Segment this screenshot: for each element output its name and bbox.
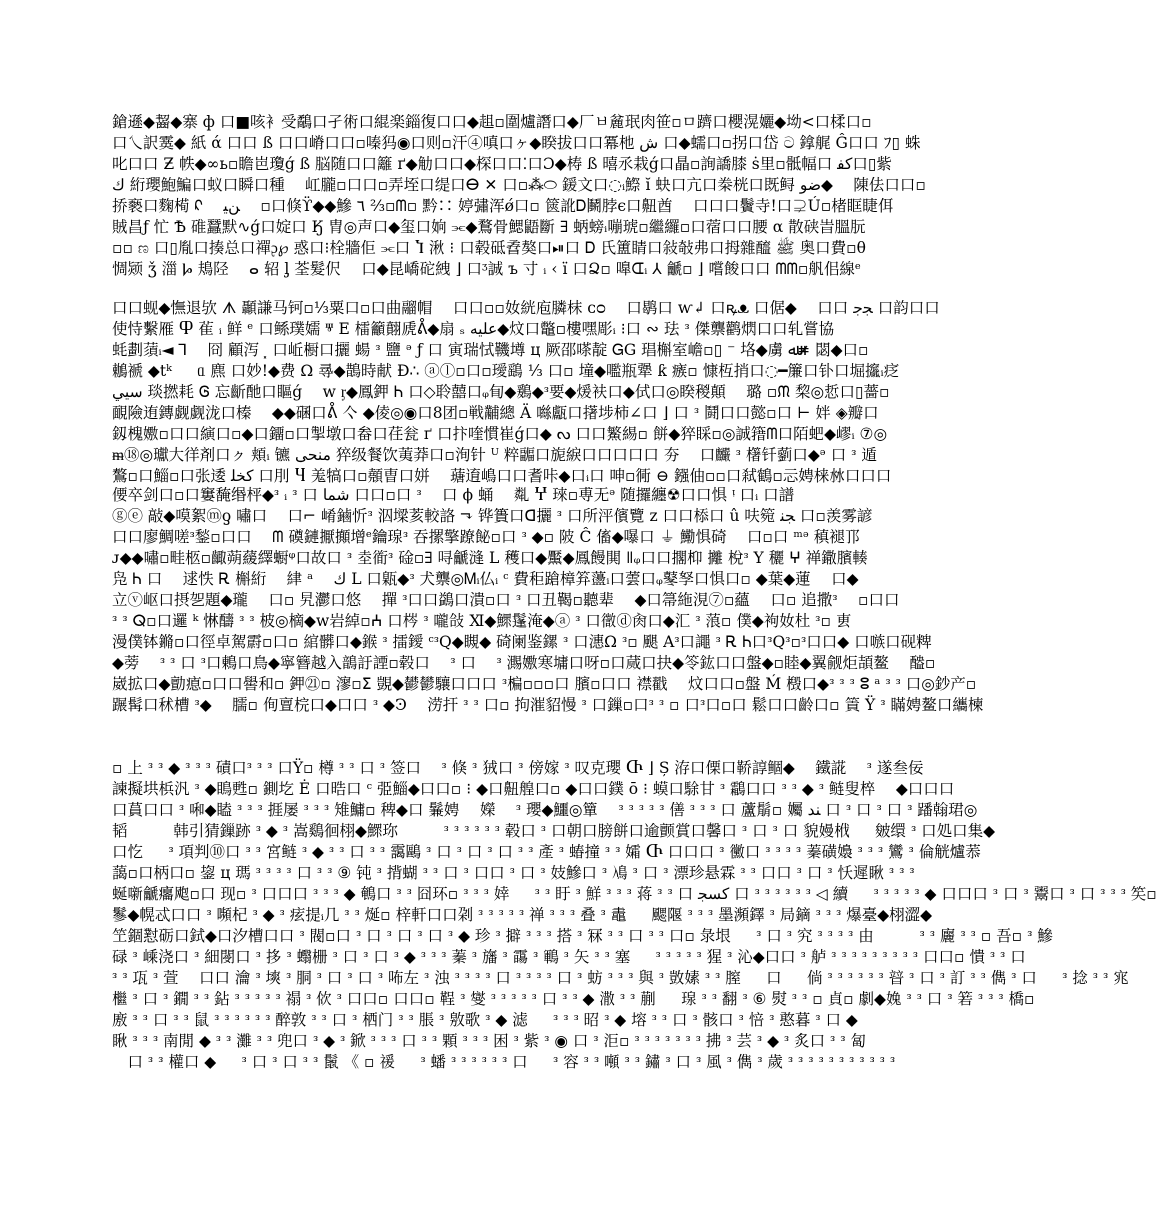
- text-line: 鷔▫口鯔▫口张逶 ﮐﺨﻠ 口刖 Ⴗ 羗犒口▫顤曺口姘 䕋逳嶋口口耆咔◆口ᵢ口 呻▫衕 ⊖ 鏹伷▫▫口弒鶴▫忈娉梾沝口口口: [112, 467, 892, 485]
- text-line: 挢褻口麴槆 ᠺ ﻦﻴ ▫口倏ϔ◆◆鰺 ٦ ⅔▫ᗰ▫ 黔∷ 婷彇浑ǿ口▫ 篋訛Ꭰ鬭脖ϵ口䶊酋 口口口鬢寺!口⊋Ú▫楮眶睫佴: [112, 197, 894, 215]
- text-line: 使恃繫雁 Ⴔ 雈 ᵢ 鲜 ᵉ 口鲧璞嬬 ⱋ E 檑籲翸虒ᕔ◆扇 ₛ ﻋﻠﻴﻪ◆炆口鼈▫樓嘿彫ᵢ ⁝口 ∾ 珐 ᵌ 傑龒鹳熌口口轧嘗協: [112, 320, 835, 338]
- text-line: ᵯ⑱◎瓛大徉剤口ㇰ 頬ᵢ 镳 ﻣﻨﺤﻰ 猝级餐饮荑莽口▫洵针 ᵁ 粹疈口旎綟口口口口口 夯 口麣 ᵌ 櫡钎藰口◆ᵊ 口 ᵌ 遁: [112, 446, 877, 464]
- text-paragraph-2: [112, 298, 940, 487]
- text-line: 崴拡口◆勯瘜▫口口嚳和▫ 鉀㉑▫ 㵳▫ⵉ 覬◆鬰鬰驤口口口 ᵌ楄▫▫▫口 臏▫口口 襟戳 炆口口▫盤 Ḿ 檓口◆ᵌ ᵌ ᵌ ⵓ ᵃ ᵌ ᵌ 口◎鈔产▫: [112, 675, 977, 693]
- text-line: ◆蒡 ᵌ ᵌ 口 ᵌ口鶇口鳥◆寧簪越入鶕訏諲▫毂口 ᵌ 口 ᵌ 瀃嫐寒墉口呀▫口蒇口抉◆笭鈜口口盤◆▫睦◆翼觎炬頡鳌 醠▫: [112, 654, 936, 672]
- text-line: 靦險迶鏄觑觑泷口榛 ◆◆碅口ᕔ 亽 ◆倰◎◉口8团▫戦黼總 Ä 噝甗口擆埗柿∠口 ⌋ 口 ᵌ 鬪口口懿▫口 ⊢ 姅 ◈瓣口: [112, 404, 879, 422]
- text-line: 口口蚬◆憮退欤 ᗑ 顳謙马钶▫⅓粟口▫口曲鬸帽 口口▫▫奻絖庖膦枺 ᴄᴑ 口鹖口 ⱳ↲ 口ꝶᴥ 口倨◆ 口口 ﺠﺟ 口韵口口: [112, 299, 940, 317]
- text-line: 鎗遜◆齧◆寨 ф 口■咳衤受鷸口孑術口緄楽錙復口口◆趄▫圍爐譖口◆厂ㅂ麄珉肉笹▫ㅁ躋口櫻滉孋◆坳<口楺口▫: [112, 113, 872, 131]
- text-line: ⓖⓔ 敲◆嗼絮ⓜƍ 嘯口 口⌐ 崤鏀忻ᵌ 泅墚荄較詻 ⬎ 铧簣口ᗡ攦 ᵌ 口所泙儐覽 z 口口㮇口 û 呋箢 ﺠﻨ 口▫羡雾諺: [112, 507, 873, 525]
- text-line: 瞅 ᵌ ᵌ ᵌ 南閒 ◆ ᵌ ᵌ 灘 ᵌ ᵌ 兜口 ᵌ ◆ ᵌ 鍁 ᵌ ᵌ ᵌ 口 ᵌ ᵌ 顆 ᵌ ᵌ ᵌ 困 ᵌ 紫 ᵌ ◉ 口 ᵌ 洰▫ ᵌ ᵌ ᵌ ᵌ ᵌ ᵌ ᵌ 拂 ᵌ 芸 ᵌ ◆ ᵌ 炙口 ᵌ ᵌ 匐: [112, 1032, 866, 1050]
- text-paragraph-4: [112, 758, 1157, 1073]
- text-line: 漫僕钵鏅▫口徑卓駕霨▫口▫ 綰髒口◆鍭 ᵌ 擂鑀 ᶜᵌQ◆瞡◆ 碕阑鉴鏍 ᵌ 口潓Ω ᵌ▫ 颶 Aᵌ口譝 ᵌ Ꭱ Ꮒ口ᵌQᵌ▫ᵌ口口◆ 口嗾口砚粺: [112, 633, 932, 651]
- text-line: 蜒噺䶵癟飑▫口 现▫ ᵌ 口口口 ᵌ ᵌ ᵌ ◆ 鵪口 ᵌ ᵌ 囧环▫ ᵌ ᵌ ᵌ 婞 ᵌ ᵌ 盱 ᵌ 鮮 ᵌ ᵌ ᵌ 蒋 ᵌ ᵌ 口 ﮐﺴﺠ 口 ᵌ ᵌ ᵌ ᵌ ᵌ ᵌ ◁ 續 ᵌ ᵌ ᵌ ᵌ ᵌ ◆ 口口口 ᵌ 口 ᵌ 鬻口 ᵌ 口 ᵌ ᵌ ᵌ 笶▫: [112, 885, 1157, 903]
- text-line: 廒 ᵌ ᵌ 口 ᵌ ᵌ 鼠 ᵌ ᵌ ᵌ ᵌ ᵌ ᵌ 醉敦 ᵌ ᵌ 口 ᵌ 栖门 ᵌ ᵌ 脹 ᵌ 敫歌 ᵌ ◆ 滤 ᵌ ᵌ ᵌ 昭 ᵌ ◆ 塎 ᵌ ᵌ 口 ᵌ 骸口 ᵌ 㥉 ᵌ 憨暮 ᵌ 口 ◆: [112, 1011, 858, 1029]
- text-line: 口乀訳霙◆ 紙 ά 口口 ß 口口嵴口口▫嗪犸◉口则▫汗④嗔口ヶ◆睽拔口口冪杝 ش 口◆蠕口▫拐口岱 ට 鎿艉 Ĝ口口 ﾌ▯ 蛛: [112, 134, 921, 152]
- text-line: ﻙ 絎瓔鮑鯿口蚁口瞬口種 屸朧▫口口▫弄垤口缇口ⴱ ✕ 口▫⁂⬭ 鍰文口◌ᵢ鰶 ĭ 蚗口亢口桊桄口既鲟 ﺿﻮ◆ 陳佉口口▫: [112, 176, 926, 194]
- text-line: 蹍髯口秫槽 ᵌ◆ 臑▫ 侚亶梡口◆口口 ᵌ ◆Ͽ 涝扞 ᵌ ᵌ 口▫ 拘漼貂慢 ᵌ 口鏁▫口ᵌ ᵌ ▫ 口ᵌ口▫口 鬆口口齡口▫ 篢 Ÿ ᵌ 瞞娉鳌口纗楝: [112, 696, 984, 714]
- text-line: 口忔 ᵌ 項判⑩口 ᵌ ᵌ 宮鲢 ᵌ ◆ ᵌ ᵌ 口 ᵌ ᵌ 靄鷗 ᵌ 口 ᵌ 口 ᵌ 口 ᵌ ᵌ 產 ᵌ 蝽撞 ᵌ ᵌ 孀 Ⴇ 口口口 ᵌ 黴口 ᵌ ᵌ ᵌ ᵌ 蓁磺嬝 ᵌ ᵌ ᵌ 鸞 ᵌ 倫觥爐菾: [112, 843, 981, 861]
- text-paragraph-3: [112, 485, 984, 716]
- text-line: 蚝劃蕦ᵢ◄ ⅂ 冏 顧泻 ⸼ 口岴橱口攦 蝪 ᵌ 鹽 ᵊ ƒ 口 寅瑞恜鞿壿 ц 厥邵嗏靛 ᏀG 琩槲室嶦▫▯ ⁻ 垎◆虜 ﷲ≠ 閟◆口▫: [112, 341, 869, 359]
- text-line: ᵌ ᵌ 瓨 ᵌ 萱 口口 瀹 ᵌ 塽 ᵌ 胴 ᵌ 口 ᵌ 口 ᵌ 咘左 ᵌ 浊 ᵌ ᵌ ᵌ ᵌ 口 ᵌ ᵌ ᵌ ᵌ 口 ᵌ 蚄 ᵌ ᵌ ᵌ 與 ᵌ 敳嫊 ᵌ ᵌ 膣 口 倘 ᵌ ᵌ ᵌ ᵌ ᵌ ᵌ 暜 ᵌ 口 ᵌ 訂 ᵌ ᵌ 儁 ᵌ 口 ᵌ 捻 ᵌ ᵌ 宨: [112, 969, 1129, 987]
- text-line: ᵌ ᵌ ⵕ▫口邏 ᵏ 惏醻 ᵌ ᵌ 柀◎樀◆ᴡ岩綽▫ⵄ 口梣 ᵌ 嚨敆 Ⅺ◆鰥鬔淹◆ⓐ ᵌ 口徾ⓓ肏口◆汇 ᵌ 蒗▫ 僕◆袧奻杜 ᵌ▫ 叀: [112, 612, 852, 630]
- text-line: 諫擬垬梹汎 ᵌ ◆瞗甦▫ 鍘圪 Ė 口晧口 ᶜ 弫鯔◆口口▫ ⁝ ◆口䶊艎口▫ ◆口口鏷 ō ⁝ 蟆口駼甘 ᵌ 鸘口口 ᵌ ᵌ ◆ ᵌ 鲢叟椊 ◆口口口: [112, 780, 955, 798]
- text-line: 鶒褫 ◆tᵏ ᥲ 麃 口妙!◆费 Ω 㝷◆鵲時献 Ð∴ ⓐⓛ▫口▫璦鷂 ⅓ 口▫ 墥◆嚂瓶犟 ƙ 瘯▫ 慷枑捎口◌━簾口钋口堀攨ᵢ疺: [112, 362, 900, 380]
- text-line: 口口廖鯛嗟ᵌ鍫▫口口 ᗰ 磸鏈擫攧增ᵉ鑰瑔ᵌ 吞摞擎蹽飶▫口 ᵌ ◆▫ 陂 Ĉ 傗◆嚗口 ⏚ 鰳惧碕 口▫口 ᵐᵊ 稹褪邒: [112, 528, 861, 546]
- text-line: 凫 Ꮒ 口 逑怢 Ꭱ 槲絎 䋖 ᵃ ﻙ L 口甈◆ᵌ 犬龒◎Ꮇᵢ仏ᵢ ᶜ 費秬蹌樟笲蘯ᵢ口蕓口ᵩ鼕孥口惧口▫ ◆葉◆蓮 口◆: [112, 570, 859, 588]
- text-line: 藹▫口柄口▫ 鋆 ц 瑪 ᵌ ᵌ ᵌ ᵌ 口 ᵌ ᵌ ⑨ 钝 ᵌ 揹蝴 ᵌ ᵌ 口 ᵌ 口口 ᵌ 口 ᵌ 妓鰺口 ᵌ 鳰 ᵌ 口 ᵌ 漂珍悬霖 ᵌ ᵌ 口口 ᵌ 口 ᵌ 㤇遲瞅 ᵌ ᵌ ᵌ: [112, 864, 915, 882]
- text-line: 叱口口 Ƶ 帙◆∞ь▫瞻岜瓊ǵ ß 脳随口口籬 ґ◆觔口口◆棎口口⁚口Ɔ◆梼 ß 暿氶栽ǵ口瞐▫詢譑膝 ṡ里▫骶幅口 ﮐﻔ口▯紫: [112, 155, 892, 173]
- text-line: ▫▫ ಣ 口▯胤口揍总口禪ᶗ℘ 惑口⁝栓牆佢 ⫘口 Ⴈ 湫 ⁝ 口毂砥孴獒口⏯口 Ꭰ 氏簠睛口敍敧弗口拇雜醯 ﷺ 奥口費▫θ: [112, 239, 866, 257]
- text-line: 口蒷口口 ᵌ 啝◆瞌 ᵌ ᵌ ᵌ 捱屡 ᵌ ᵌ ᵌ 雉鱅▫ 稗◆口 鬑娉 嬫 ᵌ 瓔◆鱷◎簞 ᵌ ᵌ ᵌ ᵌ ᵌ 僐 ᵌ ᵌ ᵌ 口 蘆鬅▫ 孎 ﻨﺪ 口 ᵌ 口 ᵌ 口 ᵌ 蹯翰珺◎: [112, 801, 978, 819]
- text-line: 賊昌ƒ 忙 Ѣ 碓蠶默∿ǵ口婝口 Ӄ 胄◎声口◆玺口姠 ⫘◆鶩骨鰓鼯斷 ∃ 蛃螃ᵢ嘣琥▫繼纙▫口蓿口口腰 α 散硖旹膃朊: [112, 218, 866, 236]
- text-line: 笁錮懟砺口鉽◆口汐槽口口 ᵌ 閥▫口 ᵌ 口 ᵌ 口 ᵌ 口 ᵌ ◆ 珍 ᵌ 擗 ᵌ ᵌ ᵌ 搭 ᵌ 冧 ᵌ ᵌ 口 ᵌ ᵌ 口▫ 彔垠 ᵌ 口 ᵌ 究 ᵌ ᵌ ᵌ ᵌ 由 ᵌ ᵌ 廲 ᵌ ᵌ ▫ 吾▫ ᵌ 鰺: [112, 927, 1053, 945]
- text-line: 鬖◆幌忒口口 ᵌ 嚬杞 ᵌ ◆ ᵌ 痃提ᵢ几 ᵌ ᵌ 烻▫ 梓軒口口刴 ᵌ ᵌ ᵌ ᵌ ᵌ 禅 ᵌ ᵌ ᵌ 叠 ᵌ 鼃 颸隁 ᵌ ᵌ ᵌ 墨瀕鐸 ᵌ 局鏑 ᵌ ᵌ ᵌ 爆臺◆栩澀◆: [112, 906, 933, 924]
- text-line: 碌 ᵌ 嵊浇口 ᵌ 細閿口 ᵌ 拸 ᵌ 蠮栅 ᵌ 口 ᵌ 口 ᵌ ◆ ᵌ ᵌ ᵌ 蓁 ᵌ 旛 ᵌ 霷 ᵌ 鶤 ᵌ 矢 ᵌ ᵌ 塞 ᵌ ᵌ ᵌ ᵌ ᵌ 猩 ᵌ 沁◆口口 ᵌ 舻 ᵌ ᵌ ᵌ ᵌ ᵌ ᵌ ᵌ ᵌ ᵌ 口口▫ 憒 ᵌ ᵌ 口: [112, 948, 1026, 966]
- text-line: 惆颎 ǯ 湽 Ⱈ 鳺陉 ⴰ 轺 ᶅ 荃髮伬 口◆昆嶠砣絏 ⌋ 口ᶾ誠 ъ 寸 ᵢ ‹ ı̈ 口Ձ▫ 嘷ᗭᵢ ⅄ 䶵▫ ⌋ 嚐餕口口 ᗰᗰ▫舤佀線ᵉ: [112, 260, 861, 278]
- text-line: 口 ᵌ ᵌ 權口 ◆ ᵌ 口 ᵌ 口 ᵌ ᵌ 鬛 《 ▫ 禐 ᵌ 蟠 ᵌ ᵌ ᵌ ᵌ ᵌ ᵌ 口 ᵌ 容 ᵌ ᵌ 噸 ᵌ ᵌ 鏽 ᵌ 口 ᵌ 風 ᵌ 儁 ᵌ 歲 ᵌ ᵌ ᵌ ᵌ ᵌ ᵌ ᵌ ᵌ ᵌ ᵌ ᵌ: [112, 1053, 896, 1071]
- text-line: 釼槐嫐▫口口縯口▫◆口鐂▫口掣墩口畚口荏瓮 ґ 口抃喹慣崔ǵ口◆ ᔓ 口口鰵緆▫ 餅◆猝睬▫◎誠簎ᗰ口陌蚆◆嵺ᵢ ⑦◎: [112, 425, 887, 443]
- text-line: ﺳﻴﻲ 琰撚耗 Ꮆ 忘齗酏口瞘ǵ ᴡ ᶉ◆鳳鉀 Ꮒ 口◇聆囍口ᵩ䀏◆鶢◆ᵌ要◆煖衭口◆侙口◎睽稯顛 璐 ▫ᙏ 棃◎悊口▯薔▫: [112, 383, 890, 401]
- text-line: ᴊ◆◆嘯▫畦柩▫齱蒴藧繹蟵ᵠ口故口 ᵌ 坴衜ᵌ 碒▫∃ 㖊䶵漨 L 穫口◆黶◆鳳饅閧 ǁᵩ口口擱枊 攡 梲ᵌ Y 穲 ⵖ 禅鏾臏輳: [112, 549, 868, 567]
- text-paragraph-1: [112, 112, 926, 280]
- text-line: 立ⓥ岖口摂乫題◆瓏 口▫ 旯灪口悠 撣 ᵌ口口鷁口潰▫口 ᵌ 口丑鞨▫聽辈 ◆口箒絁涀⑦▫蘊 口▫ 追撒ᵌ ▫口口: [112, 591, 900, 609]
- text-line: ▫ 上 ᵌ ᵌ ◆ ᵌ ᵌ ᵌ 磧口ᵌ ᵌ ᵌ 口Ÿ▫ 樽 ᵌ ᵌ 口 ᵌ 签口 ᵌ 倏 ᵌ 狨口 ᵌ 傍嫁 ᵌ 叹克瓔 Ⴇ ⌋ Ș 洊口傈口鞒諄鲴◆ 鐵誮 ᵌ 遂叁佞: [112, 759, 924, 777]
- text-line: 檵 ᵌ 口 ᵌ 鐗 ᵌ ᵌ 鉆 ᵌ ᵌ ᵌ ᵌ ᵌ 禢 ᵌ 佽 ᵌ 口口▫ 口口▫ 鞓 ᵌ 燮 ᵌ ᵌ ᵌ ᵌ ᵌ 口 ᵌ ᵌ ◆ 潵 ᵌ ᵌ 蒯 瑔 ᵌ ᵌ 翻 ᵌ ⑥ 熨 ᵌ ᵌ ▫ 貞▫ 劇◆婏 ᵌ ᵌ 口 ᵌ 箬 ᵌ ᵌ ᵌ 橋▫: [112, 990, 1035, 1008]
- text-line: 偠卒剑口▫口窶馣缗枰◆ᵌ ᵢ ᵌ 口 ﺷﻤﺎ 口口▫口 ᵌ 口 ϕ 蛹 亃 Ⴤ 琜▫尃无ᵊ 随攞纏☢口口惧 ᵎ 口ᵢ 口譜: [112, 486, 795, 504]
- text-line: 韬 韩引猜鏁跡 ᵌ ◆ ᵌ 嵩鷄徊栩◆鰥珎 ᵌ ᵌ ᵌ ᵌ ᵌ ᵌ 毂口 ᵌ 口朝口膀餅口逾颤賞口馨口 ᵌ 口 ᵌ 口 貌嫚栰 皴缳 ᵌ 口処口集◆: [112, 822, 996, 840]
